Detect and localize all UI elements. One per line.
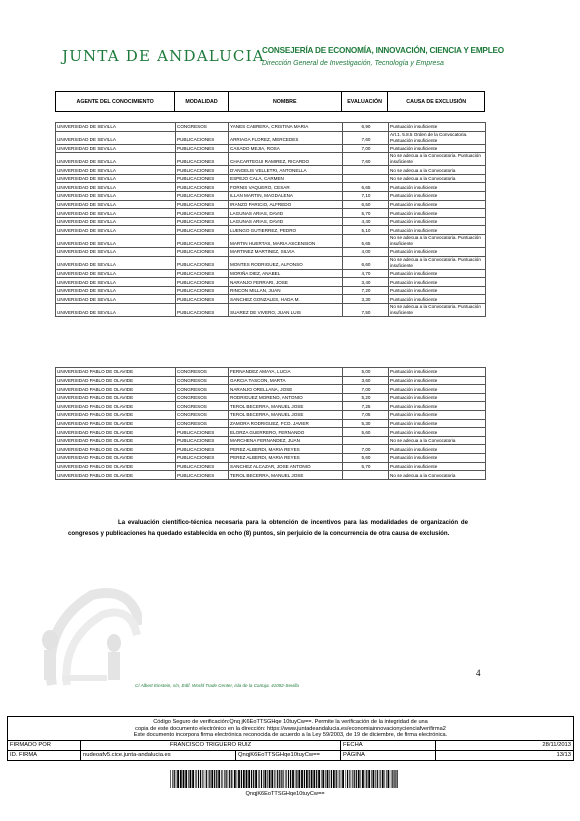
footer-address: C/ Albert Einstein, s/n, Edif. World Trade Center, isla de la Cartuja. 41092-Sevilla <box>135 683 299 688</box>
table-row <box>56 217 486 226</box>
cell-nombre: MARTIN HUERTAS, MARIA ASCENSION <box>229 234 343 247</box>
cell-evaluacion <box>343 166 389 175</box>
cell-causa: No se adecua a la Convocatoria <box>389 436 486 445</box>
id-firma-code: QnqjK6EoTTSGHqe10tuyCw== <box>236 750 341 760</box>
cell-causa: Puntuación insuficiente <box>389 278 486 287</box>
cell-nombre: SANCHEZ ALCAZAR, JOSE ANTONIO <box>229 462 343 471</box>
cell-agente: UNIVERSIDAD DE SEVILLA <box>56 256 176 269</box>
cell-evaluacion: 7,00 <box>343 385 389 394</box>
cell-modalidad: PUBLICACIONES <box>176 445 229 454</box>
cell-evaluacion <box>343 471 389 480</box>
cell-evaluacion: 7,00 <box>343 144 389 153</box>
cell-causa: Puntuación insuficiente <box>389 217 486 226</box>
cell-evaluacion: 6,65 <box>343 183 389 192</box>
cell-evaluacion: 5,10 <box>343 226 389 235</box>
table-row <box>56 226 486 235</box>
cell-evaluacion: 3,60 <box>343 376 389 385</box>
cell-nombre: TEROL BECERRA, MANUEL JOSE <box>229 410 343 419</box>
cell-nombre: RINCON MILLAN, JUAN <box>229 286 343 295</box>
cell-causa: Puntuación insuficiente <box>389 385 486 394</box>
cell-agente: UNIVERSIDAD DE SEVILLA <box>56 234 176 247</box>
pagina-value: 13/13 <box>556 752 571 759</box>
cell-nombre: PEREZ ALBERDI, MARIA REYES <box>229 445 343 454</box>
id-firma-label: ID. FIRMA <box>8 750 81 760</box>
cell-agente: UNIVERSIDAD PABLO DE OLAVIDE <box>56 368 176 377</box>
table-row <box>56 286 486 295</box>
cell-agente: UNIVERSIDAD DE SEVILLA <box>56 226 176 235</box>
cell-agente: UNIVERSIDAD PABLO DE OLAVIDE <box>56 376 176 385</box>
cell-causa: Puntuación insuficiente <box>389 410 486 419</box>
col-evaluacion: EVALUACIÓN <box>341 92 388 112</box>
cell-modalidad: PUBLICACIONES <box>176 226 229 235</box>
cell-causa: Puntuación insuficiente <box>389 428 486 437</box>
table-row <box>56 393 486 402</box>
id-firma-value: nudeoafv5.cice.junta-andalucia.es <box>81 750 236 760</box>
cell-modalidad: CONGRESOS <box>176 419 229 428</box>
cell-nombre: ESPEJO CALA, CARMEN <box>229 174 343 183</box>
firmado-label: FIRMADO POR <box>8 741 81 751</box>
cell-modalidad: PUBLICACIONES <box>176 166 229 175</box>
table-row <box>56 471 486 480</box>
cell-modalidad: PUBLICACIONES <box>176 131 229 144</box>
cell-evaluacion: 5,65 <box>343 234 389 247</box>
cell-modalidad: PUBLICACIONES <box>176 428 229 437</box>
cell-causa: Art.1. 5.8.5 Orden de la Convocatoria. Puntuación insuficiente <box>389 131 486 144</box>
cell-modalidad: PUBLICACIONES <box>176 286 229 295</box>
cell-causa: Puntuación insuficiente <box>389 209 486 218</box>
cell-evaluacion <box>343 174 389 183</box>
cell-evaluacion: 7,00 <box>343 445 389 454</box>
cell-modalidad: PUBLICACIONES <box>176 247 229 256</box>
cell-evaluacion: 7,60 <box>343 131 389 144</box>
cell-modalidad: PUBLICACIONES <box>176 303 229 316</box>
cell-evaluacion: 4,00 <box>343 247 389 256</box>
cell-nombre: CHACARTEGUI RAMIREZ, RICARDO <box>229 153 343 166</box>
cell-agente: UNIVERSIDAD DE SEVILLA <box>56 295 176 304</box>
table-row <box>56 376 486 385</box>
andalucia-emblem-icon <box>22 585 142 695</box>
signature-box <box>7 716 574 761</box>
cell-causa: Puntuación insuficiente <box>389 191 486 200</box>
cell-modalidad: PUBLICACIONES <box>176 153 229 166</box>
cell-causa: Puntuación insuficiente <box>389 376 486 385</box>
cell-nombre: ELORZA GUERRERO, FERNANDO <box>229 428 343 437</box>
resolution-paragraph: La evaluación científico-técnica necesaria para la obtención de incentivos para las modalidades de organización de congresos y publicaciones ha quedado establecida en ocho (8) puntos, sin perjuicio de la concurrencia de otra causa de exclusión. <box>68 519 468 537</box>
cell-modalidad: PUBLICACIONES <box>176 462 229 471</box>
verification-text: Código Seguro de verificación:Qnq jK6EoTTSGHqe 10tuyCw==. Permite la verificación de la integridad de una copia de este documento electrónico en la dirección: https://www.juntadeandalucia.es/economiainnovacionycienciafverifirma2 Este documento incorpora firma electrónica reconocida de acuerdo a la Ley 59/2003, de 19 de diciembre, de firma electrónica. <box>8 717 573 741</box>
fecha-value: 28/11/2013 <box>436 741 574 751</box>
table-row <box>56 402 486 411</box>
cell-agente: UNIVERSIDAD DE SEVILLA <box>56 269 176 278</box>
cell-agente: UNIVERSIDAD DE SEVILLA <box>56 278 176 287</box>
cell-agente: UNIVERSIDAD DE SEVILLA <box>56 144 176 153</box>
cell-agente: UNIVERSIDAD PABLO DE OLAVIDE <box>56 402 176 411</box>
cell-causa: Puntuación insuficiente <box>389 368 486 377</box>
consejeria-title: CONSEJERÍA DE ECONOMÍA, INNOVACIÓN, CIENCIA Y EMPLEO <box>262 46 504 55</box>
table-row <box>56 247 486 256</box>
cell-agente: UNIVERSIDAD DE SEVILLA <box>56 174 176 183</box>
cell-causa: Puntuación insuficiente <box>389 419 486 428</box>
page-number: 4 <box>476 668 481 678</box>
cell-evaluacion: 6,50 <box>343 200 389 209</box>
table-row <box>56 453 486 462</box>
cell-evaluacion: 5,70 <box>343 209 389 218</box>
cell-evaluacion: 7,25 <box>343 402 389 411</box>
cell-agente: UNIVERSIDAD PABLO DE OLAVIDE <box>56 410 176 419</box>
cell-nombre: ARRIAGA FLOREZ, MERCEDES <box>229 131 343 144</box>
cell-causa: Puntuación insuficiente <box>389 269 486 278</box>
cell-nombre: SANCHEZ GONZALES, HADA M. <box>229 295 343 304</box>
cell-causa: Puntuación insuficiente <box>389 200 486 209</box>
cell-causa: Puntuación insuficiente <box>389 183 486 192</box>
cell-causa: Puntuación insuficiente <box>389 226 486 235</box>
table-row <box>56 209 486 218</box>
table-row <box>56 436 486 445</box>
cell-modalidad: CONGRESOS <box>176 393 229 402</box>
cell-agente: UNIVERSIDAD DE SEVILLA <box>56 166 176 175</box>
col-nombre: NOMBRE <box>228 92 341 112</box>
cell-evaluacion <box>343 436 389 445</box>
cell-nombre: TEROL BECERRA, MANUEL JOSE <box>229 402 343 411</box>
cell-nombre: YANES CABRERA, CRISTINA MARIA <box>229 123 343 132</box>
cell-nombre: ILLAN MARTIN, MAGDALENA <box>229 191 343 200</box>
direccion-general: Dirección General de Investigación, Tecnología y Empresa <box>262 60 444 67</box>
fecha-label: FECHA <box>341 741 436 751</box>
cell-nombre: SUAREZ DE VIVERO, JUAN LUIS <box>229 303 343 316</box>
col-agente: AGENTE DEL CONOCIMIENTO <box>56 92 175 112</box>
cell-nombre: FORNIS VAQUERO, CESAR <box>229 183 343 192</box>
cell-evaluacion: 7,10 <box>343 191 389 200</box>
cell-agente: UNIVERSIDAD DE SEVILLA <box>56 200 176 209</box>
cell-nombre: NARANJO ORELLANA, JOSE <box>229 385 343 394</box>
cell-modalidad: CONGRESOS <box>176 376 229 385</box>
pagina-label: PÁGINA <box>341 750 436 760</box>
cell-nombre: MARTINEZ MARTINEZ, SILVIA <box>229 247 343 256</box>
cell-agente: UNIVERSIDAD PABLO DE OLAVIDE <box>56 471 176 480</box>
cell-evaluacion: 5,70 <box>343 462 389 471</box>
signature-table <box>8 741 573 760</box>
cell-modalidad: PUBLICACIONES <box>176 269 229 278</box>
table-row <box>56 385 486 394</box>
cell-evaluacion: 5,00 <box>343 368 389 377</box>
cell-evaluacion: 7,50 <box>343 303 389 316</box>
cell-agente: UNIVERSIDAD DE SEVILLA <box>56 217 176 226</box>
cell-nombre: LUENGO GUTIERREZ, PEDRO <box>229 226 343 235</box>
cell-agente: UNIVERSIDAD PABLO DE OLAVIDE <box>56 393 176 402</box>
cell-agente: UNIVERSIDAD PABLO DE OLAVIDE <box>56 428 176 437</box>
cell-nombre: TEROL BECERRA, MANUEL JOSE <box>229 471 343 480</box>
table-row <box>56 462 486 471</box>
table-row <box>56 200 486 209</box>
cell-causa: No se adecua a la Convocatoria. Puntuación insuficiente <box>389 256 486 269</box>
cell-nombre: LAGUNAS ARIAS, DAVID <box>229 209 343 218</box>
cell-nombre: PEREZ ALBERDI, MARIA REYES <box>229 453 343 462</box>
table-row <box>56 368 486 377</box>
cell-causa: No se adecua a la Convocatoria. Puntuación insuficiente <box>389 153 486 166</box>
cell-modalidad: PUBLICACIONES <box>176 200 229 209</box>
firmado-value: FRANCISCO TRIGUERO RUIZ <box>81 741 341 751</box>
table-row <box>56 183 486 192</box>
cell-agente: UNIVERSIDAD DE SEVILLA <box>56 153 176 166</box>
cell-evaluacion: 3,30 <box>343 295 389 304</box>
table-row <box>56 295 486 304</box>
cell-agente: UNIVERSIDAD DE SEVILLA <box>56 247 176 256</box>
table-row <box>56 191 486 200</box>
olavide-table <box>55 367 486 480</box>
col-causa: CAUSA DE EXCLUSIÓN <box>388 92 485 112</box>
cell-nombre: MONTES RODRIGUEZ, ALFONSO <box>229 256 343 269</box>
cell-modalidad: PUBLICACIONES <box>176 471 229 480</box>
table-row <box>56 123 486 132</box>
table-row <box>56 303 486 316</box>
cell-modalidad: PUBLICACIONES <box>176 436 229 445</box>
cell-agente: UNIVERSIDAD PABLO DE OLAVIDE <box>56 436 176 445</box>
cell-causa: No se adecua a la Convocatoria <box>389 471 486 480</box>
cell-causa: Puntuación insuficiente <box>389 286 486 295</box>
table-row <box>56 166 486 175</box>
cell-agente: UNIVERSIDAD PABLO DE OLAVIDE <box>56 462 176 471</box>
barcode-text: QnqjK6EoTTSGHqe10tuyCw== <box>245 791 325 797</box>
table-row <box>56 174 486 183</box>
cell-modalidad: PUBLICACIONES <box>176 183 229 192</box>
cell-modalidad: CONGRESOS <box>176 368 229 377</box>
cell-evaluacion: 6,90 <box>343 123 389 132</box>
barcode-icon <box>170 770 400 788</box>
table-row <box>56 131 486 144</box>
junta-logo: JUNTA DE ANDALUCIA <box>62 47 265 65</box>
cell-evaluacion: 4,70 <box>343 269 389 278</box>
cell-modalidad: PUBLICACIONES <box>176 217 229 226</box>
cell-evaluacion: 6,60 <box>343 256 389 269</box>
table-row <box>56 269 486 278</box>
table-row <box>56 445 486 454</box>
cell-modalidad: PUBLICACIONES <box>176 295 229 304</box>
cell-modalidad: PUBLICACIONES <box>176 144 229 153</box>
cell-causa: Puntuación insuficiente <box>389 462 486 471</box>
cell-modalidad: PUBLICACIONES <box>176 191 229 200</box>
cell-nombre: GARCIA TASCON, MARTA <box>229 376 343 385</box>
cell-nombre: MARCHENA FERNANDEZ, JUAN <box>229 436 343 445</box>
cell-causa: No se adecua a la Convocatoria. Puntuación insuficiente <box>389 234 486 247</box>
cell-nombre: IRANZO PARICIO, ALFREDO <box>229 200 343 209</box>
table-row <box>56 278 486 287</box>
cell-causa: Puntuación insuficiente <box>389 123 486 132</box>
col-modalidad: MODALIDAD <box>175 92 229 112</box>
cell-modalidad: CONGRESOS <box>176 410 229 419</box>
cell-agente: UNIVERSIDAD DE SEVILLA <box>56 131 176 144</box>
table-row <box>56 153 486 166</box>
cell-causa: Puntuación insuficiente <box>389 453 486 462</box>
cell-evaluacion: 3,40 <box>343 278 389 287</box>
cell-evaluacion: 7,20 <box>343 286 389 295</box>
cell-causa: No se adecua a la Convocatoria <box>389 166 486 175</box>
cell-causa: Puntuación insuficiente <box>389 144 486 153</box>
cell-nombre: D'ANGELIS VELLETRI, ANTONELLA <box>229 166 343 175</box>
cell-agente: UNIVERSIDAD DE SEVILLA <box>56 123 176 132</box>
cell-nombre: LAGUNAS ARIAS, DAVID <box>229 217 343 226</box>
cell-modalidad: PUBLICACIONES <box>176 278 229 287</box>
table-row <box>56 428 486 437</box>
cell-agente: UNIVERSIDAD DE SEVILLA <box>56 286 176 295</box>
cell-evaluacion: 7,60 <box>343 153 389 166</box>
table-row <box>56 234 486 247</box>
cell-causa: Puntuación insuficiente <box>389 295 486 304</box>
cell-modalidad: PUBLICACIONES <box>176 174 229 183</box>
cell-agente: UNIVERSIDAD PABLO DE OLAVIDE <box>56 385 176 394</box>
cell-modalidad: CONGRESOS <box>176 402 229 411</box>
cell-modalidad: PUBLICACIONES <box>176 234 229 247</box>
column-header-table <box>55 91 485 112</box>
cell-modalidad: CONGRESOS <box>176 123 229 132</box>
table-row <box>56 144 486 153</box>
table-row <box>56 410 486 419</box>
table-row <box>56 256 486 269</box>
cell-nombre: MORIÑA DIEZ, ANABEL <box>229 269 343 278</box>
cell-evaluacion: 4,40 <box>343 217 389 226</box>
cell-agente: UNIVERSIDAD PABLO DE OLAVIDE <box>56 453 176 462</box>
cell-agente: UNIVERSIDAD DE SEVILLA <box>56 209 176 218</box>
cell-causa: No se adecua a la Convocatoria. Puntuación insuficiente <box>389 303 486 316</box>
cell-causa: Puntuación insuficiente <box>389 445 486 454</box>
cell-nombre: RODRIGUEZ MORENO, ANTONIO <box>229 393 343 402</box>
cell-causa: Puntuación insuficiente <box>389 393 486 402</box>
cell-evaluacion: 5,60 <box>343 428 389 437</box>
cell-evaluacion: 5,20 <box>343 393 389 402</box>
cell-nombre: ZAMORA RODRIGUEZ, FCO. JAVIER <box>229 419 343 428</box>
cell-agente: UNIVERSIDAD DE SEVILLA <box>56 303 176 316</box>
cell-agente: UNIVERSIDAD PABLO DE OLAVIDE <box>56 419 176 428</box>
cell-modalidad: PUBLICACIONES <box>176 453 229 462</box>
cell-agente: UNIVERSIDAD DE SEVILLA <box>56 191 176 200</box>
cell-evaluacion: 7,05 <box>343 410 389 419</box>
cell-evaluacion: 5,30 <box>343 419 389 428</box>
cell-modalidad: PUBLICACIONES <box>176 209 229 218</box>
cell-modalidad: CONGRESOS <box>176 385 229 394</box>
cell-nombre: CASADO MEJIA, ROSA <box>229 144 343 153</box>
cell-causa: Puntuación insuficiente <box>389 247 486 256</box>
sevilla-table <box>55 122 486 317</box>
cell-agente: UNIVERSIDAD DE SEVILLA <box>56 183 176 192</box>
cell-nombre: FERNANDEZ AMAYA, LUCIA <box>229 368 343 377</box>
cell-causa: No se adecua a la Convocatoria <box>389 174 486 183</box>
cell-nombre: NARANJO FERRARI, JOSE <box>229 278 343 287</box>
cell-agente: UNIVERSIDAD PABLO DE OLAVIDE <box>56 445 176 454</box>
cell-modalidad: PUBLICACIONES <box>176 256 229 269</box>
cell-causa: Puntuación insuficiente <box>389 402 486 411</box>
cell-evaluacion: 5,60 <box>343 453 389 462</box>
table-row <box>56 419 486 428</box>
